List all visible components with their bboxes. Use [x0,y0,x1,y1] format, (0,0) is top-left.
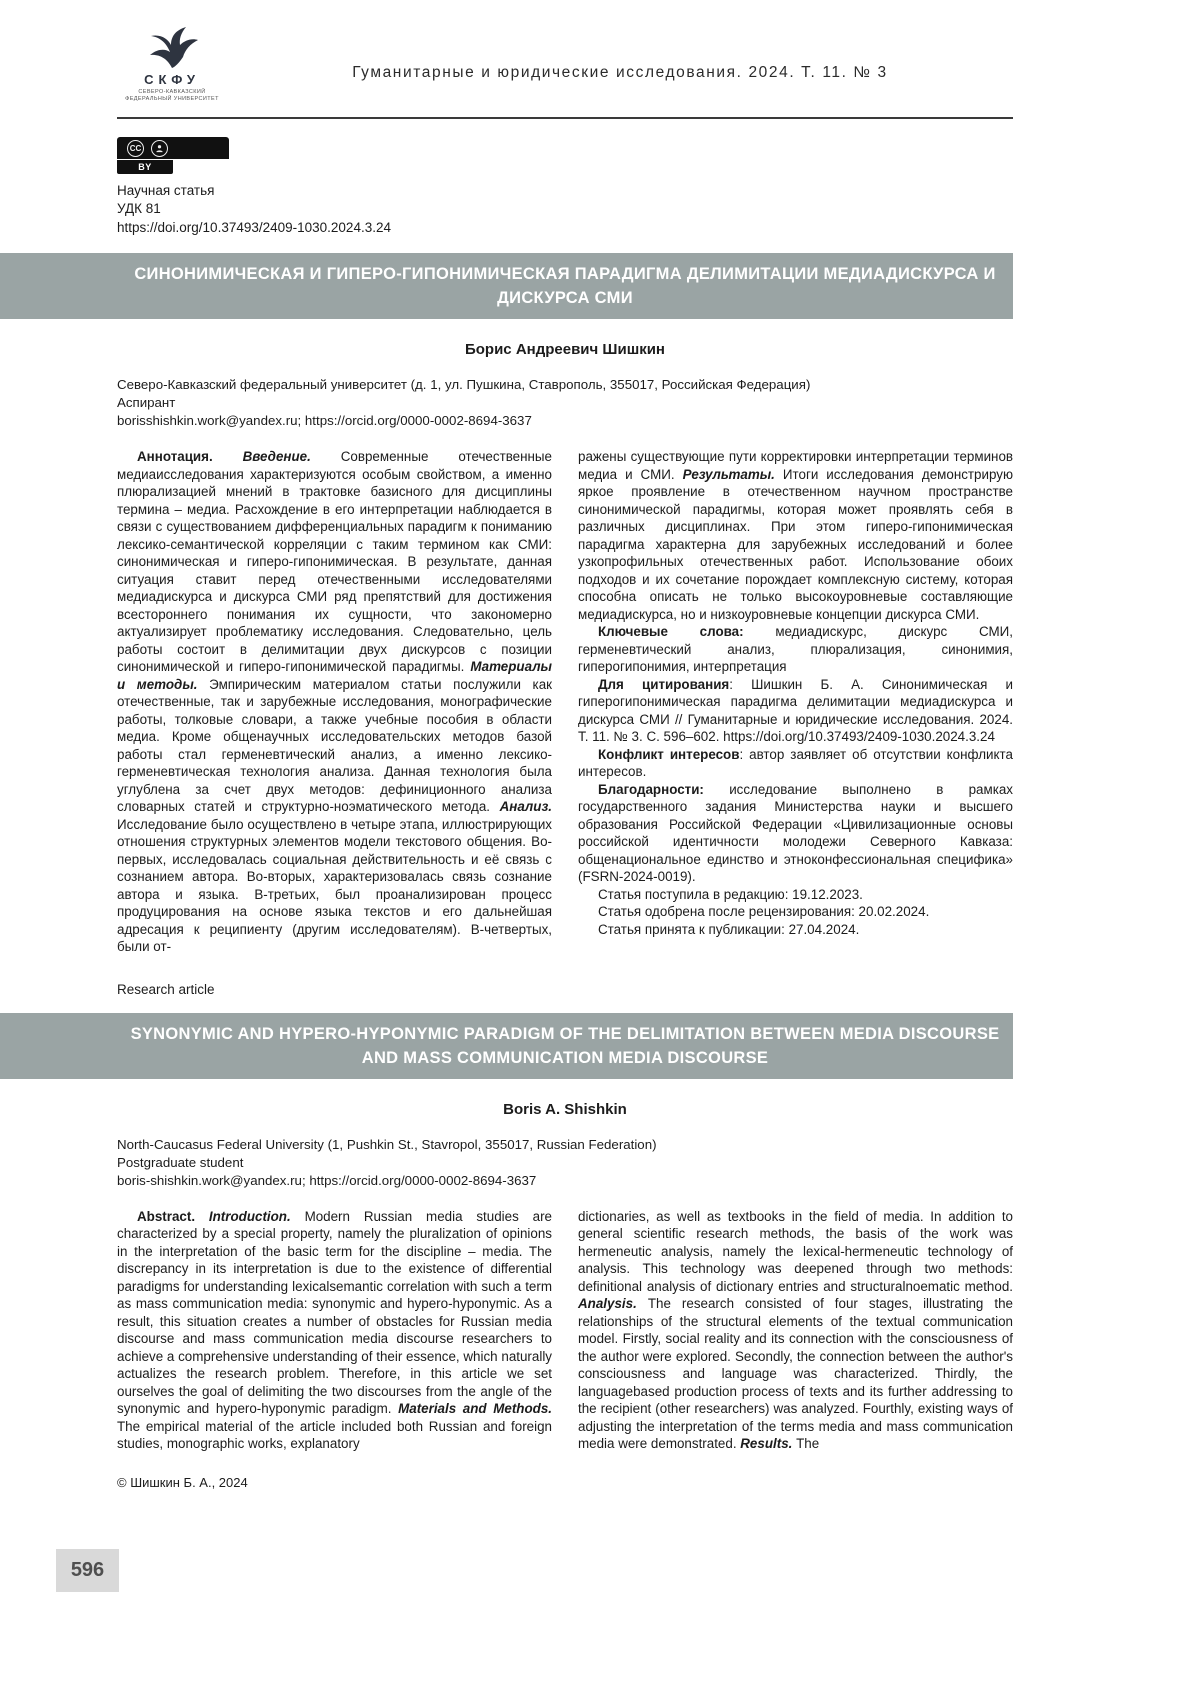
author-name-ru: Борис Андреевич Шишкин [464,341,665,358]
author-position-ru: Аспирант [117,395,176,410]
header-divider [117,117,1013,119]
abstract-ru-text-left: Аннотация. Введение. Современные отечественные медиаисследования характеризуются особым свойством, а именно плюрализацией мнений в трактовке базисного для дисциплины термина – медиа. Расхождение в его интерпретации наблюдается в связи с существованием дифференциальных парадигм к пониманию лексико-семантической корреляции с таким термином как СМИ: синонимическая и гиперо-гипонимическая. В результате, данная ситуация ставит перед отечественными исследователями медиадискурса и дискурса СМИ ряд препятствий для достижения всестороннего понимания их сущности, что закономерно актуализирует проблематику исследования. Следовательно, цель работы состоит в делимитации двух дискурсов с позиции синонимической и гиперо-гипонимической парадигмы. Материалы и методы. Эмпирическим материалом статьи послужили как отечественные, так и зарубежные исследования, монографические работы, толковые словари, а также учебные пособия в области медиа. Кроме общенаучных исследовательских методов базой работы стал герменевтический анализ, а именно лексико-герменевтическая технология анализа. Данная технология была углублена за счет двух методов: дефиниционного анализа словарных статей и структурно-ноэматического метода. Анализ. Исследование было осуществлено в четыре этапа, иллюстрирующих отношения структурных элементов модели текстового общения. Во-первых, исследовалась социальная действительность и её связь с сознанием автора. Во-вторых, характеризовалась связь сознание автора и языка. В-третьих, был проанализирован процесс продуцирования на основе языка текстов и его дальнейшая адресация к реципиенту (другим исследователям). В-четвертых, были от- [117,449,552,954]
title-banner-ru [0,253,1013,319]
abstract-ru [117,448,1013,956]
journal-title: Гуманитарные и юридические исследования. 2024. Т. 11. № 3 [352,64,888,81]
cc-badge-row [117,137,229,159]
affiliation-block-en [117,1136,1013,1190]
title-banner-en [0,1013,1013,1079]
conflict-of-interest-ru: Конфликт интересов: автор заявляет об отсутствии конфликта интересов. [578,746,1013,779]
author-contacts-ru[interactable]: borisshishkin.work@yandex.ru; https://orcid.org/0000-0002-8694-3637 [117,413,532,428]
approved-date: Статья одобрена после рецензирования: 20.02.2024. [598,904,930,919]
cc-by-license-badge [117,137,229,174]
article-type-ru: Научная статья [117,183,215,198]
citation-ru: Для цитирования: Шишкин Б. А. Синонимическая и гиперогипонимическая парадигма делимитации медиадискурса и дискурса СМИ // Гуманитарные и юридические исследования. 2024. Т. 11. № 3. С. 596–602. https://doi.org/10.37493/2409-1030.2024.3.24 [578,676,1014,744]
keywords-ru: Ключевые слова: медиадискурс, дискурс СМИ, герменевтический анализ, плюрализация, синонимия, гиперогипонимия, интерпретация [578,624,1013,674]
article-title-en: SYNONYMIC AND HYPERO-HYPONYMIC PARADIGM OF THE DELIMITATION BETWEEN MEDIA DISCOURSE AND MASS COMMUNICATION MEDIA DISCOURSE [130,1024,1000,1067]
article-meta [117,137,1013,237]
author-contacts-en[interactable]: boris-shishkin.work@yandex.ru; https://orcid.org/0000-0002-8694-3637 [117,1172,537,1188]
udc-code: УДК 81 [117,201,161,216]
accepted-date: Статья принята к публикации: 27.04.2024. [598,921,860,937]
attribution-person-icon [151,140,168,157]
abstract-en-text-left: Abstract. Introduction. Modern Russian media studies are characterized by a special property, namely the pluralization of opinions in the interpretation of the basic term for the discipline – media. The discrepancy in its interpretation is due to the existence of differential paradigms for understanding lexicalsemantic correlation with such a term as mass communication media: synonymic and hypero-hyponymic. As a result, this situation creates a number of obstacles for Russian media discourse and mass communication media discourse researchers to achieve a comprehensive understanding of their essence, which naturally actualizes the research problem. Therefore, in this article we set ourselves the goal of delimiting the two discourses from the angle of the synonymic and hypero-hyponymic paradigm. Materials and Methods. The empirical material of the article included both Russian and foreign studies, monographic works, explanatory [117,1208,552,1451]
abstract-en-text-right: dictionaries, as well as textbooks in the field of media. In addition to general scientific research methods, the basis of the work was hermeneutic analysis, namely the lexical-hermeneutic technology of analysis. This technology was deepened through two methods: definitional analysis of dictionary entries and structuralnoematic method. Analysis. The research consisted of four stages, illustrating the relationships of the structural elements of the textual communication model. Firstly, social reality and its connection with the consciousness of the author were explored. Secondly, the connection between the author's consciousness and language was characterized. Thirdly, the languagebased production process of texts and its further addressing to the recipient (other researchers) was analyzed. Fourthly, existing ways of adjusting the interpretation of the terms media and mass communication media were demonstrated. Results. The [578,1208,1013,1451]
received-date: Статья поступила в редакцию: 19.12.2023. [598,886,863,902]
abstract-en [117,1208,1013,1453]
doi-link[interactable]: https://doi.org/10.37493/2409-1030.2024.3.24 [117,220,391,235]
article-type-en: Research article [117,981,215,997]
page-number: 596 [56,1549,119,1592]
falcon-logo-icon [145,26,199,70]
abstract-ru-text-right: ражены существующие пути корректировки интерпретации терминов медиа и СМИ. Результаты. Итоги исследования демонстрирую яркое проявление в отечественном научном пространстве синонимической парадигмы, которая может проявлять себя в различных дисциплинах. При этом гиперо-гипонимическая парадигма характерна для зарубежных исследований и более узкопрофильных отечественных работ. Использование обоих подходов и их сочетание порождает комплексную систему, которая способна описать не только высокоуровневые составляющие медиадискурса, но и низкоуровневые концепции дискурса СМИ. [578,449,1014,622]
article-title-ru: СИНОНИМИЧЕСКАЯ И ГИПЕРО-ГИПОНИМИЧЕСКАЯ ПАРАДИГМА ДЕЛИМИТАЦИИ МЕДИАДИСКУРСА И ДИСКУРСА СМИ [134,265,996,307]
abstract-en-left-column [117,1208,552,1453]
cc-by-label: BY [117,160,173,174]
affiliation-ru: Северо-Кавказский федеральный университет (д. 1, ул. Пушкина, Ставрополь, 355017, Российская Федерация) [117,377,811,392]
logo-caption: СЕВЕРО-КАВКАЗСКИЙ ФЕДЕРАЛЬНЫЙ УНИВЕРСИТЕТ [125,89,219,102]
affiliation-en: North-Caucasus Federal University (1, Pushkin St., Stavropol, 355017, Russian Federation) [117,1136,657,1152]
copyright-line: © Шишкин Б. А., 2024 [117,1474,248,1490]
author-position-en: Postgraduate student [117,1154,244,1170]
logo-acronym: СКФУ [144,72,200,87]
cc-icon: CC [127,140,144,157]
university-logo [117,26,227,103]
acknowledgements-ru: Благодарности: исследование выполнено в рамках государственного задания Министерства науки и высшего образования Российской Федерации «Цивилизационные основы российской идентичности молодежи Северного Кавказа: общенациональное единство и этноконфессиональная специфика» (FSRN-2024-0019). [578,781,1014,884]
abstract-en-right-column [578,1208,1013,1453]
affiliation-block-ru [117,376,1013,430]
journal-header [117,0,1013,103]
abstract-ru-left-column [117,448,552,956]
abstract-ru-right-column [578,448,1013,956]
author-name-en: Boris A. Shishkin [503,1100,627,1118]
